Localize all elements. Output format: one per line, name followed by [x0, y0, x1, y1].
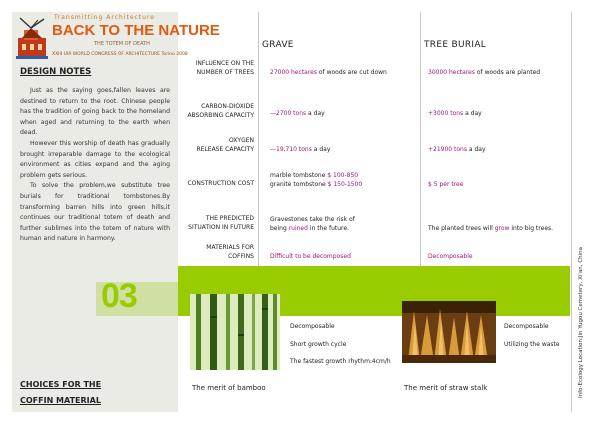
cell-text: a day: [463, 110, 482, 117]
cell-text: marble tombstone: [270, 172, 328, 179]
cell-text: being: [270, 225, 289, 232]
cell-text: of woods are planted: [474, 69, 541, 76]
tree-cost-cell: [428, 180, 463, 189]
highlight: 30000 hectares: [428, 69, 475, 76]
row-label-line: MATERIALS FOR: [206, 244, 254, 251]
design-notes-text: [20, 86, 170, 245]
straw-stalk-photo: [402, 301, 496, 363]
cell-text: of woods are cut down: [316, 69, 387, 76]
grave-cost-cell: [270, 171, 362, 189]
highlight: +3000 tons: [428, 110, 464, 117]
logo: [14, 14, 220, 62]
windmill-church-logo-icon: [14, 16, 50, 60]
grave-co2-cell: [270, 109, 325, 118]
tree-oxygen-cell: [428, 145, 486, 154]
row-label-line: ABSORBING CAPACITY: [187, 111, 254, 119]
row-label-line: CARBON-DIOXIDE: [201, 103, 254, 110]
table-divider: [420, 12, 421, 266]
cell-text: in the future.: [307, 225, 349, 232]
cell-text: into big trees.: [509, 225, 554, 232]
cell-text: Gravestones take the risk of: [270, 216, 355, 223]
cell-text: The planted trees will: [428, 225, 495, 232]
highlight: —2700 tons: [270, 110, 307, 117]
highlight: +21900 tons: [428, 146, 467, 153]
table-divider: [258, 12, 259, 266]
row-label-line: INFLUENCE ON THE: [195, 60, 254, 67]
design-notes-title: DESIGN NOTES: [20, 67, 92, 77]
row-label-line: SITUATION IN FUTURE: [188, 223, 254, 231]
highlight: ruined: [288, 225, 308, 232]
column-tree-burial-heading: TREE BURIAL: [424, 40, 487, 50]
grave-coffins-cell: [270, 252, 351, 261]
grave-trees-cell: [270, 68, 387, 77]
notes-paragraph: Just as the saying goes,fallen leaves are destined to return to the root. Chinese people has the tradition of going back to the homeland when aged and returning to the earth when dead.: [20, 87, 170, 137]
logo-event: XXIII UIA WORLD CONGRESS OF ARCHITECTURE Torino 2008: [52, 52, 188, 57]
cell-text: a day: [306, 110, 325, 117]
straw-point: Decomposable: [504, 323, 549, 330]
notes-paragraph: However this worship of death has gradually brought irreparable damage to the ecological environment as cities expand and the aging problem gets serious.: [20, 139, 170, 179]
bamboo-point: Short growth cycle: [290, 341, 347, 348]
row-label-coffins: [186, 244, 254, 261]
tree-trees-cell: [428, 68, 540, 77]
bamboo-caption: The merit of bamboo: [192, 384, 266, 392]
logo-tagline: Transmitting Architecture: [54, 14, 155, 21]
row-label-line: CONSTRUCTION COST: [187, 180, 254, 187]
cell-text: granite tombstone: [270, 181, 328, 188]
row-label-line: RELEASE CAPACITY: [196, 145, 254, 153]
highlight: $ 5 per tree: [428, 181, 464, 188]
grave-oxygen-cell: [270, 145, 330, 154]
bamboo-point: The fastest growth rhythm:4cm/h: [290, 358, 391, 365]
straw-caption: The merit of straw stalk: [404, 384, 488, 392]
location-strip: [571, 12, 587, 412]
row-label-line: OXYGEN: [228, 137, 254, 144]
bamboo-photo: [190, 294, 280, 370]
row-label-trees: [186, 60, 254, 77]
row-label-co2: [186, 103, 254, 120]
highlight: $ 150-1500: [327, 181, 363, 188]
row-label-line: NUMBER OF TREES: [196, 68, 254, 76]
row-label-line: THE PREDICTED: [205, 215, 254, 222]
tree-future-cell: [428, 224, 553, 233]
row-label-future: [186, 215, 254, 232]
choices-line-2: COFFIN MATERIAL: [20, 396, 101, 405]
tree-coffins-cell: [428, 252, 473, 261]
row-label-line: COFFINS: [228, 252, 254, 260]
highlight: 27000 hectares: [270, 69, 317, 76]
logo-title: BACK TO THE NATURE: [52, 22, 220, 39]
highlight: —19,710 tons: [270, 146, 312, 153]
highlight: grow: [494, 225, 510, 232]
notes-paragraph: To solve the problem,we substitute tree burials for traditional tombstones.By transforming barren hills into green hills,it continues our traditional totem of death and further sublimes into the totem of nature with human and nature in harmony.: [20, 182, 170, 243]
cell-text: a day: [311, 146, 331, 153]
location-text: Info-Ecology Location:Jin Yugou Cemetery, Xi'an, China: [578, 247, 584, 398]
straw-point: Utilizing the waste: [504, 341, 560, 348]
section-number: 03: [101, 277, 137, 315]
column-grave-heading: GRAVE: [262, 40, 294, 50]
logo-subtitle: THE TOTEM OF DEATH: [94, 41, 150, 47]
highlight: Decomposable: [428, 253, 473, 260]
highlight: Difficult to be decomposed: [270, 253, 351, 260]
choices-line-1: CHOICES FOR THE: [20, 380, 102, 389]
row-label-cost: [186, 180, 254, 189]
bamboo-point: Decomposable: [290, 323, 335, 330]
cell-text: a day: [466, 146, 486, 153]
tree-co2-cell: [428, 109, 482, 118]
grave-future-cell: [270, 215, 355, 233]
highlight: $ 100-850: [327, 172, 359, 179]
choices-heading: [20, 377, 170, 409]
row-label-oxygen: [186, 137, 254, 154]
